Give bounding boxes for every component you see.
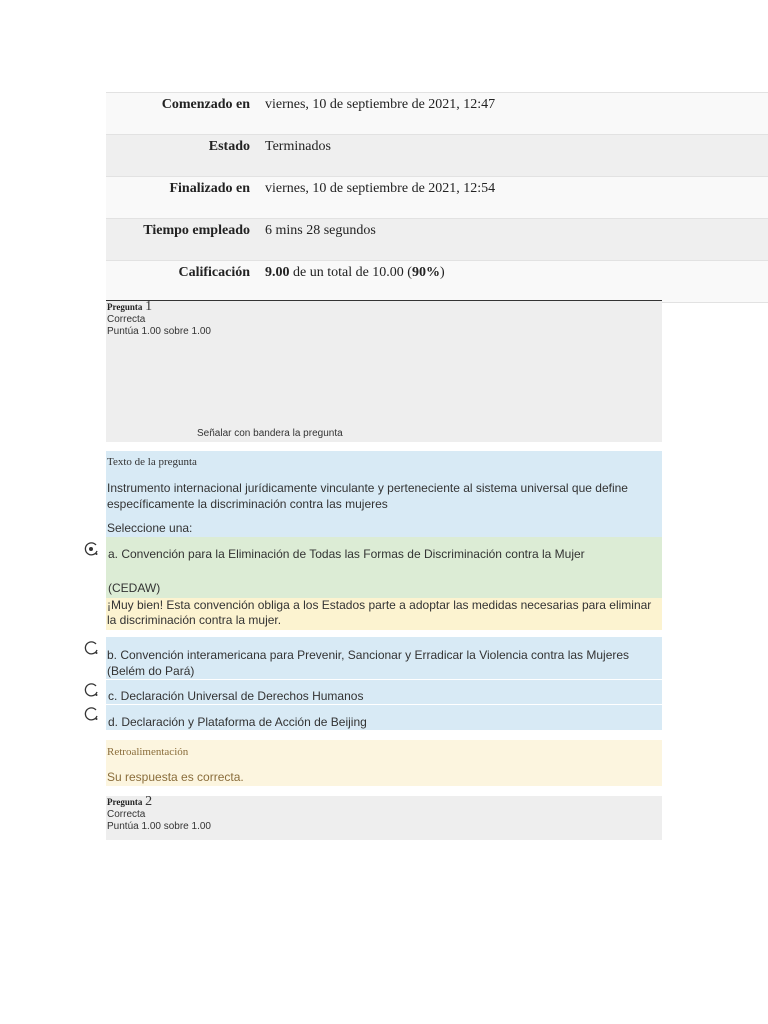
- option-c-label: c. Declaración Universal de Derechos Humanos: [108, 689, 364, 703]
- grade-total: de un total de 10.00 (: [289, 265, 412, 280]
- option-b-label: b. Convención interamericana para Prevenir, Sancionar y Erradicar la Violencia contra las Mujeres (Belém do Pará): [107, 648, 630, 678]
- summary-label: Comenzado en: [161, 97, 250, 112]
- summary-value-grade: [250, 261, 445, 281]
- answer-option-d[interactable]: [106, 705, 662, 730]
- question-score: Puntúa 1.00 sobre 1.00: [107, 326, 211, 337]
- summary-label: Calificación: [178, 265, 250, 280]
- option-a-label: a. Convención para la Eliminación de Todas las Formas de Discriminación contra la Mujer: [108, 547, 585, 561]
- radio-selected-icon[interactable]: [84, 541, 100, 557]
- summary-row-started: [106, 93, 768, 135]
- question-number: 1: [145, 299, 153, 314]
- answer-option-c[interactable]: [106, 680, 662, 704]
- answer-option-a[interactable]: [106, 537, 662, 598]
- question-number: 2: [145, 794, 153, 809]
- summary-label: Estado: [208, 139, 250, 154]
- question-title: Pregunta: [107, 302, 143, 312]
- option-a-label-cont: (CEDAW): [108, 581, 161, 595]
- specific-feedback-text: ¡Muy bien! Esta convención obliga a los Estados parte a adoptar las medidas necesarias para eliminar la discriminación contra la mujer.: [107, 598, 652, 627]
- feedback-label: Retroalimentación: [107, 746, 189, 758]
- summary-row-time: [106, 219, 768, 261]
- general-feedback: [106, 740, 662, 786]
- question-title: Pregunta: [107, 797, 143, 807]
- summary-value: 6 mins 28 segundos: [265, 223, 376, 238]
- grade-score: 9.00: [265, 265, 290, 280]
- summary-row-state: [106, 135, 768, 177]
- summary-label: Finalizado en: [169, 181, 250, 196]
- question-1-content: [106, 451, 662, 537]
- grade-percent: 90%: [411, 265, 440, 280]
- feedback-text: Su respuesta es correcta.: [107, 770, 244, 784]
- summary-label: Tiempo empleado: [143, 223, 250, 238]
- summary-value: viernes, 10 de septiembre de 2021, 12:54: [265, 181, 496, 196]
- summary-value: Terminados: [265, 139, 331, 154]
- radio-unselected-icon[interactable]: [84, 706, 100, 722]
- radio-unselected-icon[interactable]: [84, 682, 100, 698]
- radio-unselected-icon[interactable]: [84, 640, 100, 656]
- option-d-label: d. Declaración y Plataforma de Acción de Beijing: [108, 715, 367, 729]
- answer-prompt: Seleccione una:: [107, 521, 193, 535]
- question-text-label: Texto de la pregunta: [107, 456, 197, 468]
- question-status: Correcta: [107, 314, 146, 325]
- summary-value: viernes, 10 de septiembre de 2021, 12:47: [265, 97, 496, 112]
- option-a-feedback: [106, 598, 662, 630]
- answer-option-b[interactable]: [106, 637, 662, 679]
- grade-close: ): [439, 265, 445, 280]
- attempt-summary-table: [106, 92, 768, 303]
- question-score: Puntúa 1.00 sobre 1.00: [107, 821, 211, 832]
- question-status: Correcta: [107, 809, 146, 820]
- summary-row-finished: [106, 177, 768, 219]
- question-1-info: [106, 300, 662, 442]
- flag-question-link[interactable]: Señalar con bandera la pregunta: [197, 428, 343, 439]
- question-text: Instrumento internacional jurídicamente vinculante y perteneciente al sistema universal que define específicamente la discriminación contra las mujeres: [107, 481, 628, 511]
- question-2-info: [106, 796, 662, 840]
- summary-row-grade: [106, 261, 768, 303]
